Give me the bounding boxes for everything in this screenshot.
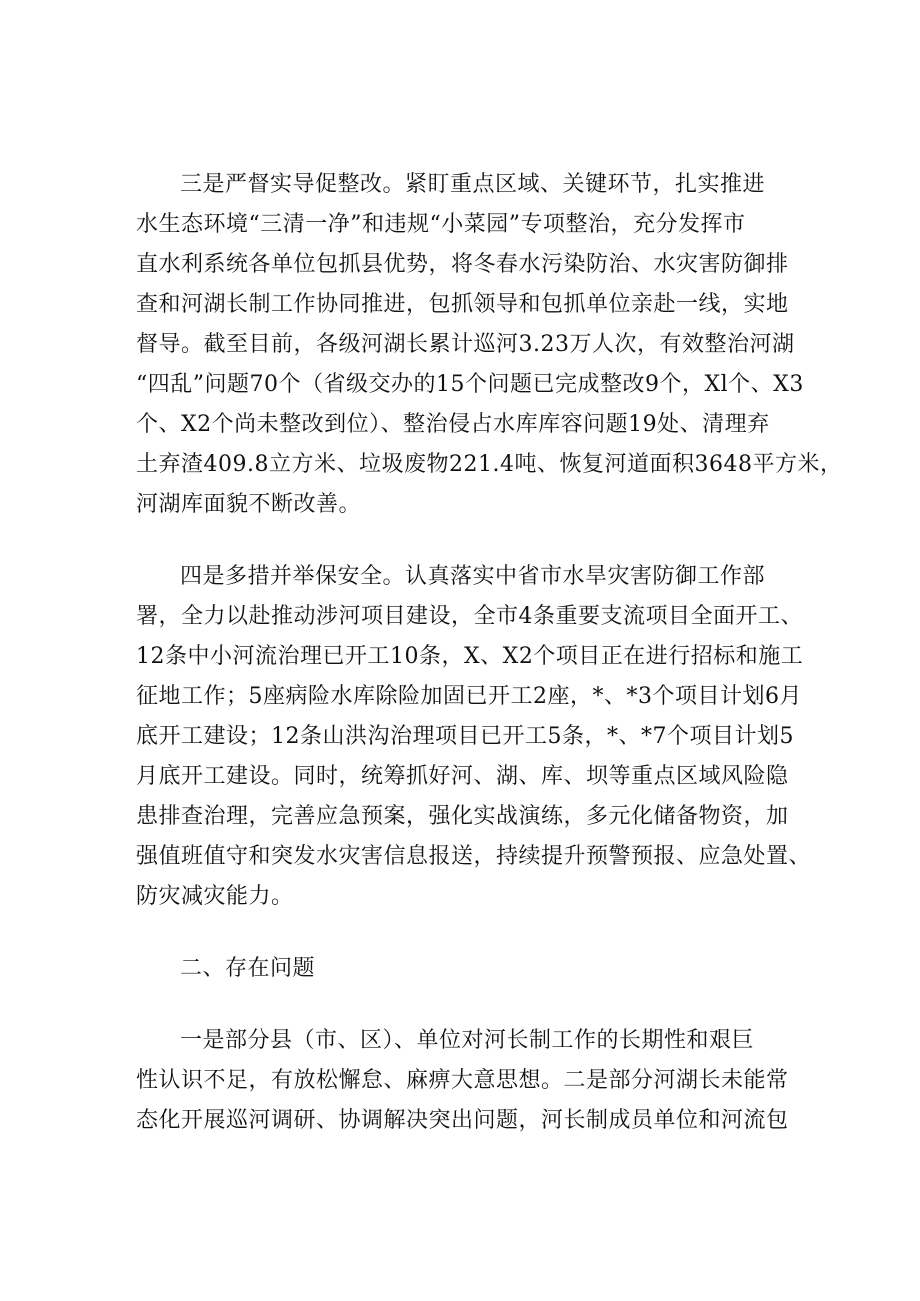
paragraph-line: 12条中小河流治理已开工10条，X、X2个项目正在进行招标和施工 (136, 644, 804, 669)
paragraph-safety-measures (136, 557, 812, 917)
document-body (136, 165, 843, 1141)
paragraph-existing-problems (136, 1021, 796, 1141)
paragraph-line: 河湖库面貌不断改善。 (136, 492, 362, 517)
paragraph-line: 强值班值守和突发水灾害信息报送，持续提升预警预报、应急处置、 (136, 844, 812, 869)
section-heading: 二、存在问题 (180, 956, 316, 981)
paragraph-line: 署，全力以赴推动涉河项目建设，全市4条重要支流项目全面开工、 (136, 604, 803, 629)
paragraph-inspection-rectification (136, 165, 843, 525)
paragraph-line: 查和河湖长制工作协同推进，包抓领导和包抓单位亲赴一线，实地 (136, 292, 789, 317)
paragraph-line: 性认识不足，有放松懈怠、麻痹大意思想。二是部分河湖长未能常 (136, 1068, 789, 1093)
paragraph-line: 底开工建设；12条山洪沟治理项目已开工5条，*、*7个项目计划5 (136, 724, 794, 749)
paragraph-line: 态化开展巡河调研、协调解决突出问题，河长制成员单位和河流包 (136, 1108, 789, 1133)
paragraph-line: “四乱”问题70个（省级交办的15个问题已完成整改9个，Xl个、X3 (136, 372, 804, 397)
paragraph-line: 四是多措并举保安全。认真落实中省市水旱灾害防御工作部 (180, 564, 766, 589)
paragraph-spacer (136, 989, 796, 1021)
paragraph-spacer (136, 917, 796, 949)
paragraph-line: 防灾减灾能力。 (136, 884, 294, 909)
paragraph-line: 三是严督实导促整改。紧盯重点区域、关键环节，扎实推进 (180, 172, 766, 197)
paragraph-line: 水生态环境“三清一净”和违规“小菜园”专项整治，充分发挥市 (136, 212, 746, 237)
paragraph-line: 直水利系统各单位包抓县优势，将冬春水污染防治、水灾害防御排 (136, 252, 789, 277)
paragraph-spacer (136, 525, 796, 557)
paragraph-line: 督导。截至目前，各级河湖长累计巡河3.23万人次，有效整治河湖 (136, 332, 795, 357)
paragraph-line: 个、X2个尚未整改到位）、整治侵占水库库容问题19处、清理弃 (136, 412, 770, 437)
paragraph-line: 征地工作；5座病险水库除险加固已开工2座，*、*3个项目计划6月 (136, 684, 802, 709)
paragraph-line: 月底开工建设。同时，统筹抓好河、湖、库、坝等重点区域风险隐 (136, 764, 789, 789)
paragraph-line: 患排查治理，完善应急预案，强化实战演练，多元化储备物资，加 (136, 804, 789, 829)
paragraph-line: 一是部分县（市、区）、单位对河长制工作的长期性和艰巨 (180, 1028, 755, 1053)
paragraph-line: 土弃渣409.8立方米、垃圾废物221.4吨、恢复河道面积3648平方米， (136, 452, 843, 477)
